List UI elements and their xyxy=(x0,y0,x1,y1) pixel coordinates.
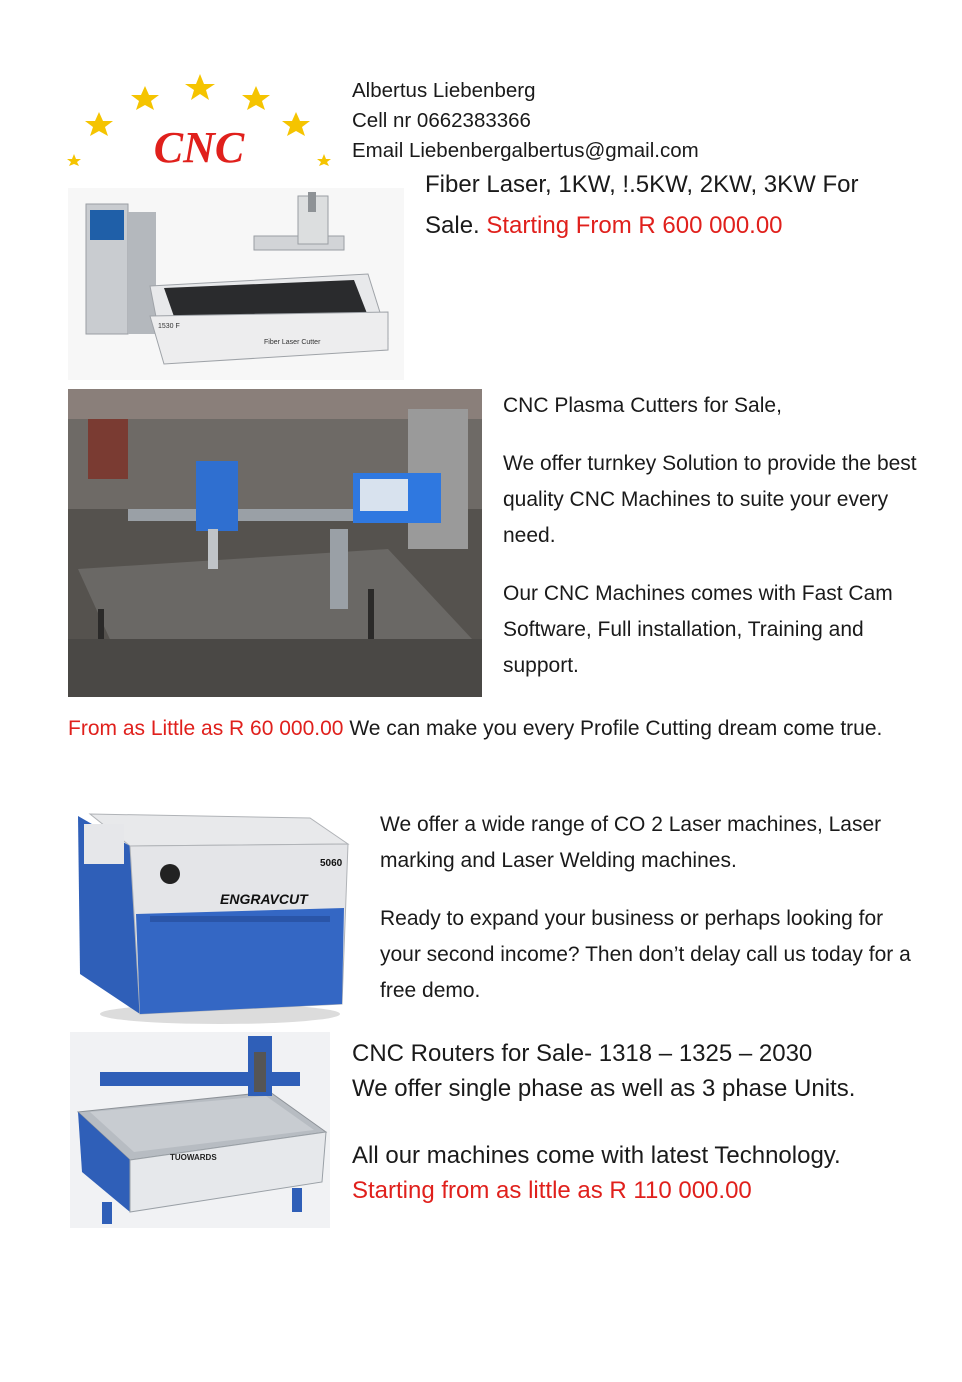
co2-section xyxy=(380,807,920,1009)
plasma-paragraph-2: Our CNC Machines comes with Fast Cam Software, Full installation, Training and support. xyxy=(503,582,893,677)
plasma-cutter-photo xyxy=(68,389,482,697)
routers-line-1: CNC Routers for Sale- 1318 – 1325 – 2030 xyxy=(352,1040,813,1067)
star-icon xyxy=(67,154,81,166)
star-icon xyxy=(85,112,113,136)
routers-price: Starting from as little as R 110 000.00 xyxy=(352,1177,752,1204)
star-icon xyxy=(131,86,159,110)
router-brand-label: TUOWARDS xyxy=(170,1153,217,1162)
profile-cutting-line xyxy=(68,711,898,747)
fiber-laser-price: Starting From R 600 000.00 xyxy=(486,212,783,239)
cnc-logo xyxy=(66,70,332,170)
fiber-laser-text: Fiber Laser, 1KW, !.5KW, 2KW, 3KW For Sale. xyxy=(425,171,859,239)
profile-cutting-text: We can make you every Profile Cutting dream come true. xyxy=(349,717,883,740)
co2-model-label: 5060 xyxy=(320,858,343,869)
cnc-router-machine-drawing xyxy=(70,1032,330,1228)
routers-section xyxy=(352,1036,932,1208)
routers-line-3: All our machines come with latest Technology. xyxy=(352,1142,841,1169)
fiber-laser-heading xyxy=(425,164,905,246)
logo-text: CNC xyxy=(153,123,245,170)
star-icon xyxy=(317,154,331,166)
co2-brand-label: ENGRAVCUT xyxy=(220,891,308,907)
co2-paragraph-2: Ready to expand your business or perhaps looking for your second income? Then don’t delay call us today for a free demo. xyxy=(380,907,911,1002)
star-icon xyxy=(282,112,310,136)
plasma-cutter-image xyxy=(68,389,482,697)
plasma-price: From as Little as R 60 000.00 xyxy=(68,717,344,740)
co2-paragraph-1: We offer a wide range of CO 2 Laser machines, Laser marking and Laser Welding machines. xyxy=(380,813,882,872)
star-icon xyxy=(242,86,270,110)
fiber-laser-machine-drawing xyxy=(68,188,404,380)
plasma-heading: CNC Plasma Cutters for Sale, xyxy=(503,394,782,417)
routers-line-2: We offer single phase as well as 3 phase Units. xyxy=(352,1075,856,1102)
fiber-laser-image xyxy=(68,188,404,380)
fiber-model-label: 1530 F xyxy=(158,323,180,330)
contact-block xyxy=(352,76,699,166)
star-icon xyxy=(185,74,215,100)
plasma-paragraph-1: We offer turnkey Solution to provide the best quality CNC Machines to suite your every need. xyxy=(503,452,917,547)
co2-laser-image xyxy=(70,804,350,1026)
contact-cell: Cell nr 0662383366 xyxy=(352,109,531,132)
cnc-logo-graphic xyxy=(66,70,332,170)
co2-laser-machine-drawing xyxy=(70,804,350,1026)
contact-name: Albertus Liebenberg xyxy=(352,79,536,102)
contact-email: Email Liebenbergalbertus@gmail.com xyxy=(352,139,699,162)
plasma-section xyxy=(503,388,923,684)
fiber-machine-label: Fiber Laser Cutter xyxy=(264,339,321,346)
cnc-router-image xyxy=(70,1032,330,1228)
